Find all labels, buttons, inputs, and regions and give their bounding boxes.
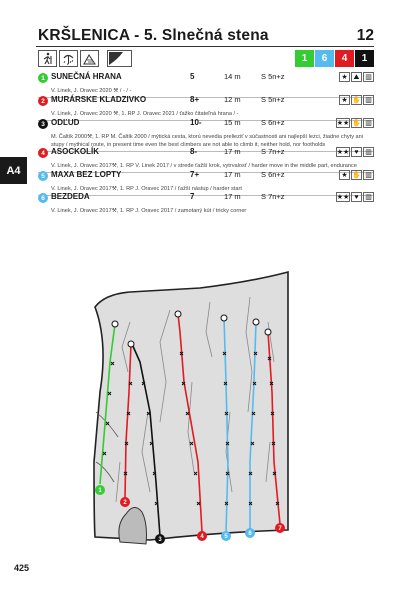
grade-count-green: 1 — [295, 50, 314, 67]
terrain-icon: ⛰ — [351, 72, 362, 82]
route-icons — [336, 118, 374, 128]
svg-text:5: 5 — [224, 534, 228, 540]
route-number: 6 — [38, 193, 48, 203]
rock-type-icon: ▥ — [363, 72, 374, 82]
svg-text:4: 4 — [200, 534, 204, 540]
route-grade: 8+ — [190, 95, 200, 104]
svg-text:6: 6 — [248, 531, 252, 537]
route-bolts: S 5n+z — [261, 72, 285, 81]
hold-icon: ✋ — [352, 119, 361, 127]
route-name: ASOCKOLÍK — [51, 147, 99, 156]
route-icons — [336, 147, 374, 157]
route-bolts: S 5n+z — [261, 95, 285, 104]
rock-type-icon: ▥ — [363, 147, 374, 157]
star-icon: ★★ — [336, 148, 350, 156]
route-description: V. Linek, J. Oravec 2017⚒, 1. RP J. Oravec 2017 / ťažší nástup / harder start — [51, 186, 242, 192]
route-length: 15 m — [224, 118, 241, 127]
route-description: M. Čaltík 2000⚒, 1. RP M. Čaltík 2000 / mýtická cesta, ktorú nevedia prelieziť v súčastnosti ani najlepší lezci, žiadne chyty ani stupy / mythical route, in present time even the best climbers are not able to climb it, neither hold, nor footholds — [51, 134, 364, 148]
route-name: MURÁRSKE KLADZIVKO — [51, 95, 147, 104]
route-length: 17 m — [224, 170, 241, 179]
route-length: 14 m — [224, 72, 241, 81]
sun-icon — [107, 50, 132, 67]
rock-type-icon: ▥ — [363, 170, 374, 180]
rain-icon — [59, 50, 78, 67]
grade-counts — [295, 50, 374, 67]
topo-label-6 — [245, 528, 255, 538]
svg-text:1: 1 — [98, 488, 102, 494]
star-icon: ★ — [339, 95, 350, 105]
rock-type-icon: ▥ — [363, 118, 374, 128]
svg-text:7: 7 — [278, 526, 282, 532]
topo-label-4 — [197, 531, 207, 541]
route-name: ODĽUD — [51, 118, 80, 127]
grade-count-black: 1 — [355, 50, 374, 67]
hiking-icon — [38, 50, 57, 67]
route-bolts: S 6n+z — [261, 170, 285, 179]
route-length: 17 m — [224, 147, 241, 156]
route-grade: 8- — [190, 147, 198, 156]
topo-label-5 — [221, 531, 231, 541]
route-number: 1 — [38, 73, 48, 83]
route-grade: 7+ — [190, 170, 200, 179]
route-number: 3 — [38, 119, 48, 129]
grade-count-blue: 6 — [315, 50, 334, 67]
topo-label-7 — [275, 523, 285, 533]
route-grade: 5 — [190, 72, 195, 81]
route-name: SUNEČNÁ HRANA — [51, 72, 122, 81]
grade-count-red: 4 — [335, 50, 354, 67]
sector-number: 12 — [356, 27, 374, 44]
route-icons — [339, 95, 374, 105]
rock-type-icon: ▥ — [363, 95, 374, 105]
heart-icon: ♥ — [351, 192, 362, 202]
topo-label-3 — [155, 534, 165, 544]
route-number: 2 — [38, 96, 48, 106]
route-grade: 7 — [190, 192, 195, 201]
star-icon: ★★ — [336, 119, 350, 127]
info-icons — [38, 50, 132, 67]
star-icon: ★★ — [336, 193, 350, 201]
hold-icon: ✋ — [352, 171, 361, 179]
topo-label-1 — [95, 485, 105, 495]
route-icons — [339, 72, 374, 82]
route-number: 4 — [38, 148, 48, 158]
route-name: BEZDEDA — [51, 192, 90, 201]
route-icons — [339, 170, 374, 180]
route-number: 5 — [38, 171, 48, 181]
heart-icon: ♥ — [351, 147, 362, 157]
route-description: V. Linek, J. Oravec 2020 ⚒, 1. RP J. Oravec 2021 / ťažko čitateľná hrana / - — [51, 111, 239, 117]
page-title: KRŠLENICA - 5. Slnečná stena — [38, 27, 269, 44]
route-bolts: S 7n+z — [261, 147, 285, 156]
svg-text:3: 3 — [158, 537, 162, 543]
header-divider — [36, 46, 374, 47]
route-description: V. Linek, J. Oravec 2020 ⚒ / - / - — [51, 88, 132, 94]
route-bolts: S 7n+z — [261, 192, 285, 201]
hold-icon: ✋ — [352, 96, 361, 104]
route-length: 17 m — [224, 192, 241, 201]
route-grade: 10- — [190, 118, 202, 127]
shade-icon — [80, 50, 99, 67]
page-number: 425 — [14, 563, 30, 573]
topo-label-2 — [120, 497, 130, 507]
star-icon: ★ — [339, 170, 350, 180]
route-length: 12 m — [224, 95, 241, 104]
route-description: V. Linek, J. Oravec 2017⚒, 1. RP J. Oravec 2017 / zamotaný kút / tricky corner — [51, 208, 247, 214]
topo-illustration — [60, 262, 305, 552]
svg-text:2: 2 — [123, 500, 127, 506]
star-icon: ★ — [339, 72, 350, 82]
route-name: MAXA BEZ LOPTY — [51, 170, 122, 179]
route-icons — [336, 192, 374, 202]
route-description: V. Linek, J. Oravec 2017⚒, 1. RP V. Linek 2017 / v strede ťažší krok, vytrvalosť / harder move in the middle part, endurance — [51, 163, 357, 169]
section-tab: A4 — [0, 157, 27, 184]
route-item — [38, 192, 374, 215]
rock-type-icon: ▥ — [363, 192, 374, 202]
route-bolts: S 6n+z — [261, 118, 285, 127]
